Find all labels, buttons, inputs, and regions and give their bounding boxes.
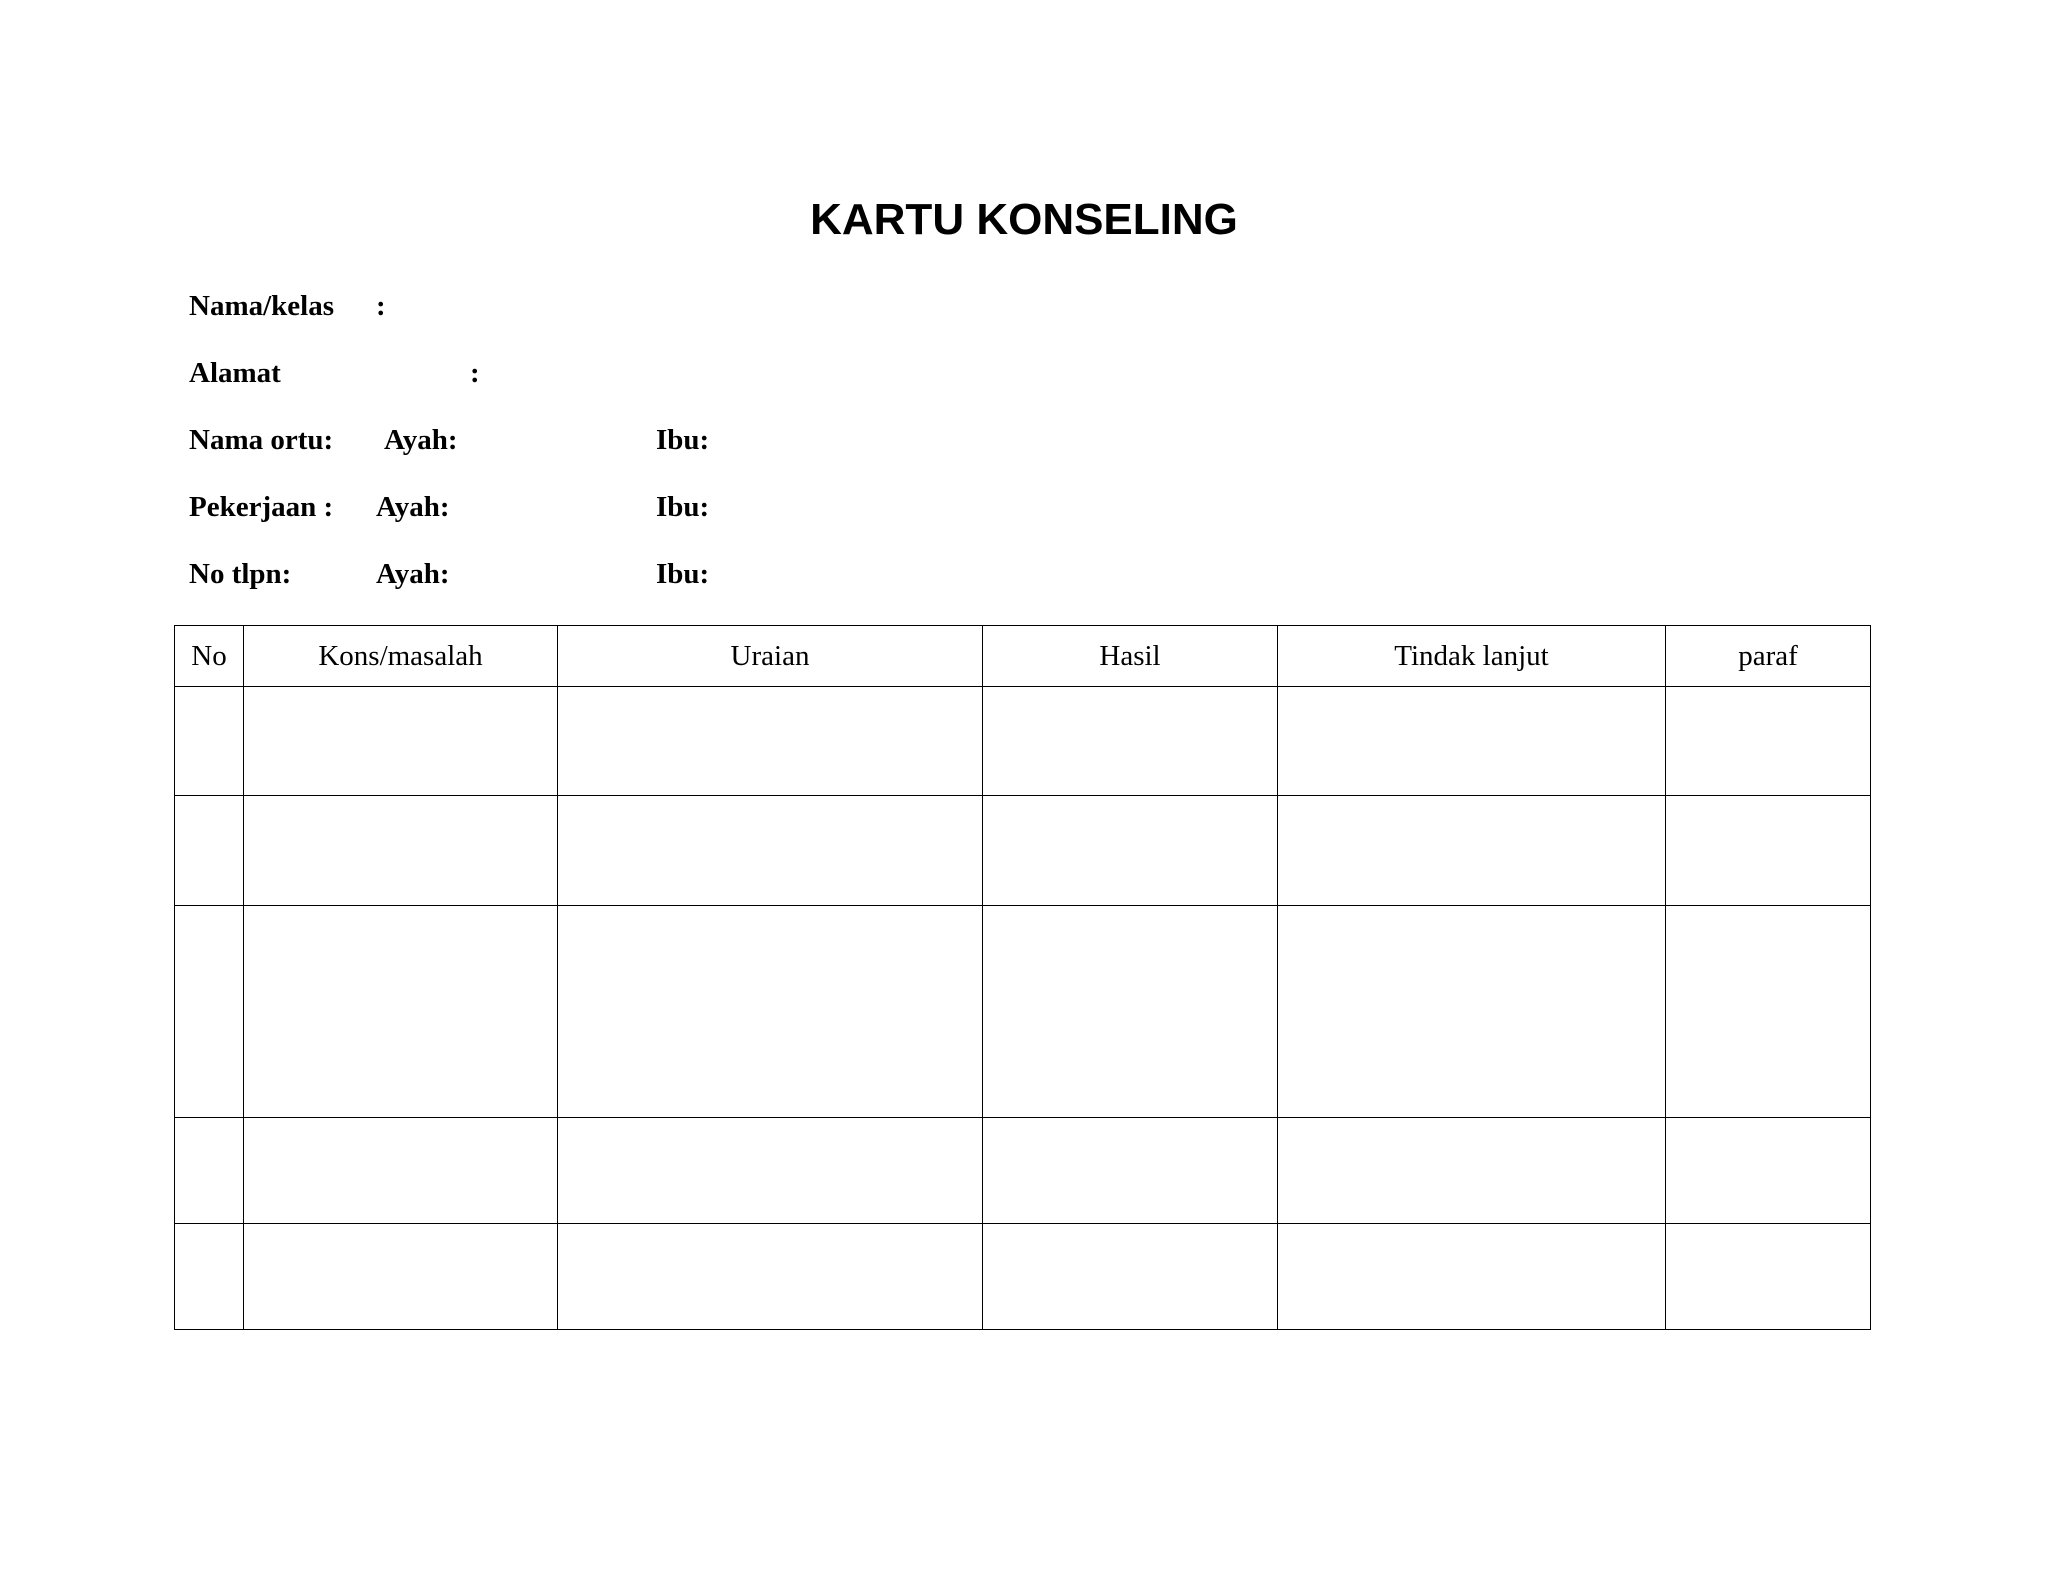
table-row — [175, 796, 1871, 906]
header-hasil: Hasil — [983, 626, 1278, 687]
table-row — [175, 906, 1871, 1118]
cell-tindak-lanjut[interactable] — [1278, 687, 1666, 796]
nama-kelas-colon: : — [376, 290, 386, 322]
cell-kons-masalah[interactable] — [244, 796, 558, 906]
document-title: KARTU KONSELING — [810, 195, 1238, 244]
no-tlpn-ibu: Ibu: — [656, 558, 710, 590]
cell-uraian[interactable] — [558, 906, 983, 1118]
counseling-table — [174, 625, 1871, 1330]
header-tindak-lanjut: Tindak lanjut — [1278, 626, 1666, 687]
cell-no[interactable] — [175, 796, 244, 906]
pekerjaan-ibu: Ibu: — [656, 491, 710, 523]
nama-ortu-label: Nama ortu: — [189, 424, 334, 456]
cell-hasil[interactable] — [983, 1224, 1278, 1330]
no-tlpn-ayah: Ayah: — [376, 558, 450, 590]
header-uraian: Uraian — [558, 626, 983, 687]
cell-no[interactable] — [175, 906, 244, 1118]
header-paraf: paraf — [1666, 626, 1871, 687]
table-row — [175, 687, 1871, 796]
pekerjaan-ayah: Ayah: — [376, 491, 450, 523]
cell-kons-masalah[interactable] — [244, 687, 558, 796]
cell-hasil[interactable] — [983, 796, 1278, 906]
cell-no[interactable] — [175, 1118, 244, 1224]
cell-hasil[interactable] — [983, 1118, 1278, 1224]
cell-paraf[interactable] — [1666, 906, 1871, 1118]
cell-hasil[interactable] — [983, 906, 1278, 1118]
header-no: No — [175, 626, 244, 687]
pekerjaan-label: Pekerjaan : — [189, 491, 334, 523]
cell-kons-masalah[interactable] — [244, 906, 558, 1118]
cell-tindak-lanjut[interactable] — [1278, 1224, 1666, 1330]
cell-no[interactable] — [175, 1224, 244, 1330]
nama-ortu-ayah: Ayah: — [384, 424, 458, 456]
nama-kelas-label: Nama/kelas — [189, 290, 334, 322]
nama-ortu-ibu: Ibu: — [656, 424, 710, 456]
alamat-label: Alamat — [189, 357, 281, 389]
header-kons-masalah: Kons/masalah — [244, 626, 558, 687]
cell-paraf[interactable] — [1666, 1224, 1871, 1330]
cell-kons-masalah[interactable] — [244, 1224, 558, 1330]
table-row — [175, 1224, 1871, 1330]
alamat-colon: : — [470, 357, 480, 389]
cell-tindak-lanjut[interactable] — [1278, 906, 1666, 1118]
cell-paraf[interactable] — [1666, 1118, 1871, 1224]
cell-uraian[interactable] — [558, 687, 983, 796]
no-tlpn-label: No tlpn: — [189, 558, 292, 590]
cell-tindak-lanjut[interactable] — [1278, 796, 1666, 906]
cell-uraian[interactable] — [558, 1224, 983, 1330]
cell-hasil[interactable] — [983, 687, 1278, 796]
cell-paraf[interactable] — [1666, 687, 1871, 796]
cell-kons-masalah[interactable] — [244, 1118, 558, 1224]
cell-paraf[interactable] — [1666, 796, 1871, 906]
table-header-row — [175, 626, 1871, 687]
cell-uraian[interactable] — [558, 1118, 983, 1224]
cell-no[interactable] — [175, 687, 244, 796]
table-row — [175, 1118, 1871, 1224]
cell-uraian[interactable] — [558, 796, 983, 906]
cell-tindak-lanjut[interactable] — [1278, 1118, 1666, 1224]
